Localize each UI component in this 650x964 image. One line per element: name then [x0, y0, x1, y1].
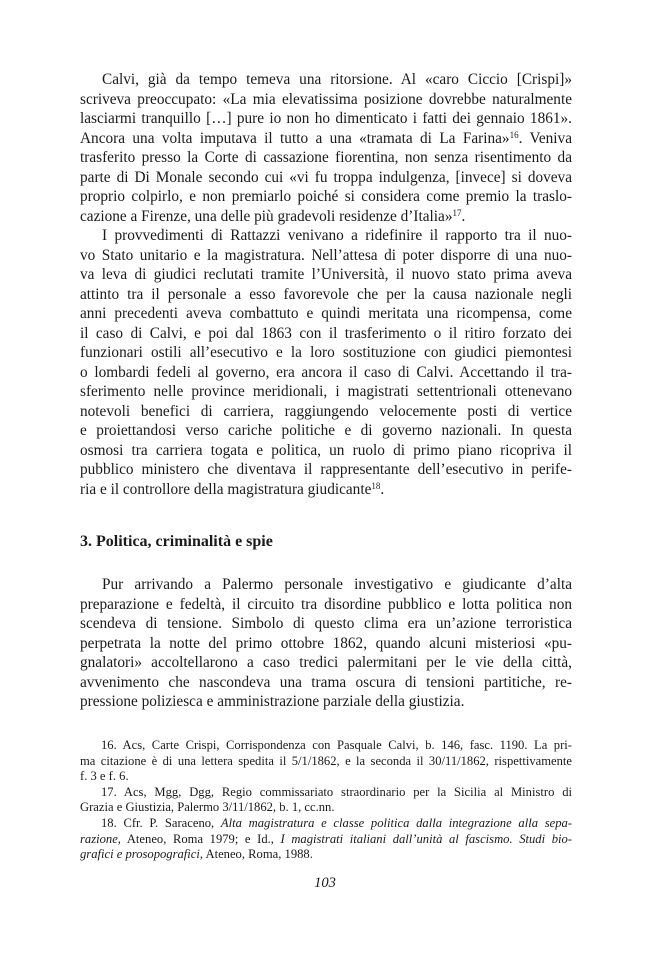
- paragraph-line: pubblico ministero che diventava il rappresentante dell’esecutivo in perife-: [80, 461, 572, 478]
- paragraph-line: Ancora una volta imputava il tutto a una «tramata di La Farina»$^{16}$. Veniva: [80, 129, 572, 147]
- footnote-ref-18: 18: [371, 480, 381, 491]
- footnote-18: razione, Ateneo, Roma 1979; e Id., I magistrati italiani dall’unità al fascismo. Studi bio-: [80, 831, 572, 846]
- paragraph-line: preparazione e fedeltà, il circuito tra disordine pubblico e lotta politica non: [80, 595, 572, 613]
- paragraph-line: Pur arrivando a Palermo personale investigativo e giudicante d’alta: [102, 576, 572, 593]
- paragraph-line: I provvedimenti di Rattazzi venivano a ridefinire il rapporto tra il nuo-: [102, 227, 572, 244]
- paragraph-line: vo Stato unitario e la magistratura. Nell’attesa di poter disporre di una nuo-: [80, 246, 572, 264]
- paragraph-line: avvenimento che nascondeva una trama oscura di tensioni partitiche, re-: [80, 673, 572, 691]
- footnote-16: 16. Acs, Carte Crispi, Corrispondenza con Pasquale Calvi, b. 146, fasc. 1190. La pri-: [101, 738, 572, 752]
- paragraph-line: gnalatori» accoltellarono a caso tredici palermitani per le vie della città,: [80, 654, 572, 671]
- paragraph-line: scendeva di tensione. Simbolo di questo clima era un’azione terroristica: [80, 615, 572, 632]
- footnote-ref-16: 16: [509, 129, 519, 140]
- paragraph-line: anni precedenti aveva combattuto e quindi meritata una ricompensa, come: [80, 305, 572, 322]
- paragraph-line: scriveva preoccupato: «La mia elevatissima posizione dovrebbe naturalmente: [80, 90, 572, 108]
- footnote-16: f. 3 e f. 6.: [80, 769, 129, 784]
- paragraph-line: va leva di giudici reclutati tramite l’Università, il nuovo stato prima aveva: [80, 266, 572, 283]
- paragraph-line: ria e il controllore della magistratura giudicante$^{18}$.: [80, 480, 385, 498]
- paragraph-line: attinto tra il personale a esso favorevole che per la causa nazionale negli: [80, 285, 572, 303]
- section-heading: 3. Politica, criminalità e spie: [80, 533, 273, 550]
- paragraph-line: trasferito presso la Corte di cassazione fiorentina, non senza risentimento da: [80, 149, 572, 166]
- paragraph-line: o lombardi fedeli al governo, era ancora il caso di Calvi. Accettando il tra-: [80, 363, 572, 381]
- footnote-18: 18. Cfr. P. Saraceno, Alta magistratura e classe politica dalla integrazione alla sepa-: [101, 816, 572, 830]
- footnote-17: Grazia e Giustizia, Palermo 3/11/1862, b. 1, cc.nn.: [80, 800, 335, 815]
- paragraph-line: il caso di Calvi, e poi dal 1863 con il trasferimento o il ritiro forzato dei: [80, 324, 572, 342]
- paragraph-line: lasciarmi tranquillo […] pure io non ho dimenticato i fatti dei gennaio 1861».: [80, 110, 572, 127]
- paragraph-line: osmosi tra carriera togata e politica, un ruolo di primo piano ricopriva il: [80, 441, 572, 459]
- footnote-18: grafici e prosopografici, Ateneo, Roma, 1988.: [80, 847, 313, 862]
- paragraph-line: sferimento nelle province meridionali, i magistrati settentrionali ottenevano: [80, 383, 572, 400]
- paragraph-line: e proiettandosi verso cariche politiche e di governo nazionali. In questa: [80, 422, 572, 439]
- footnote-16: ma citazione è di una lettera spedita il 5/1/1862, e la seconda il 30/11/1862, rispettivamente: [80, 753, 572, 768]
- paragraph-line: cazione a Firenze, una delle più gradevoli residenze d’Italia»$^{17}$.: [80, 207, 466, 225]
- footnote-17: 17. Acs, Mgg, Dgg, Regio commissariato straordinario per la Sicilia al Ministro di: [101, 784, 572, 799]
- paragraph-line: proprio colpirlo, e non premiarlo poiché si considera come premio la traslo-: [80, 188, 572, 205]
- page-number: 103: [314, 875, 336, 891]
- footnote-ref-17: 17: [452, 207, 462, 218]
- paragraph-line: Calvi, già da tempo temeva una ritorsione. Al «caro Ciccio [Crispi]»: [102, 71, 572, 88]
- paragraph-line: pressione poliziesca e amministrazione parziale della giustizia.: [80, 693, 465, 710]
- paragraph-line: notevoli benefici di carriera, raggiungendo velocemente posti di vertice: [80, 402, 572, 420]
- paragraph-line: parte di Di Monale secondo cui «vi fu troppa indulgenza, [invece] si doveva: [80, 168, 572, 186]
- paragraph-line: funzionari ostili all’esecutivo e la loro sostituzione con giudici piemontesi: [80, 344, 572, 361]
- paragraph-line: perpetrata la notte del primo ottobre 1862, quando alcuni misteriosi «pu-: [80, 634, 572, 652]
